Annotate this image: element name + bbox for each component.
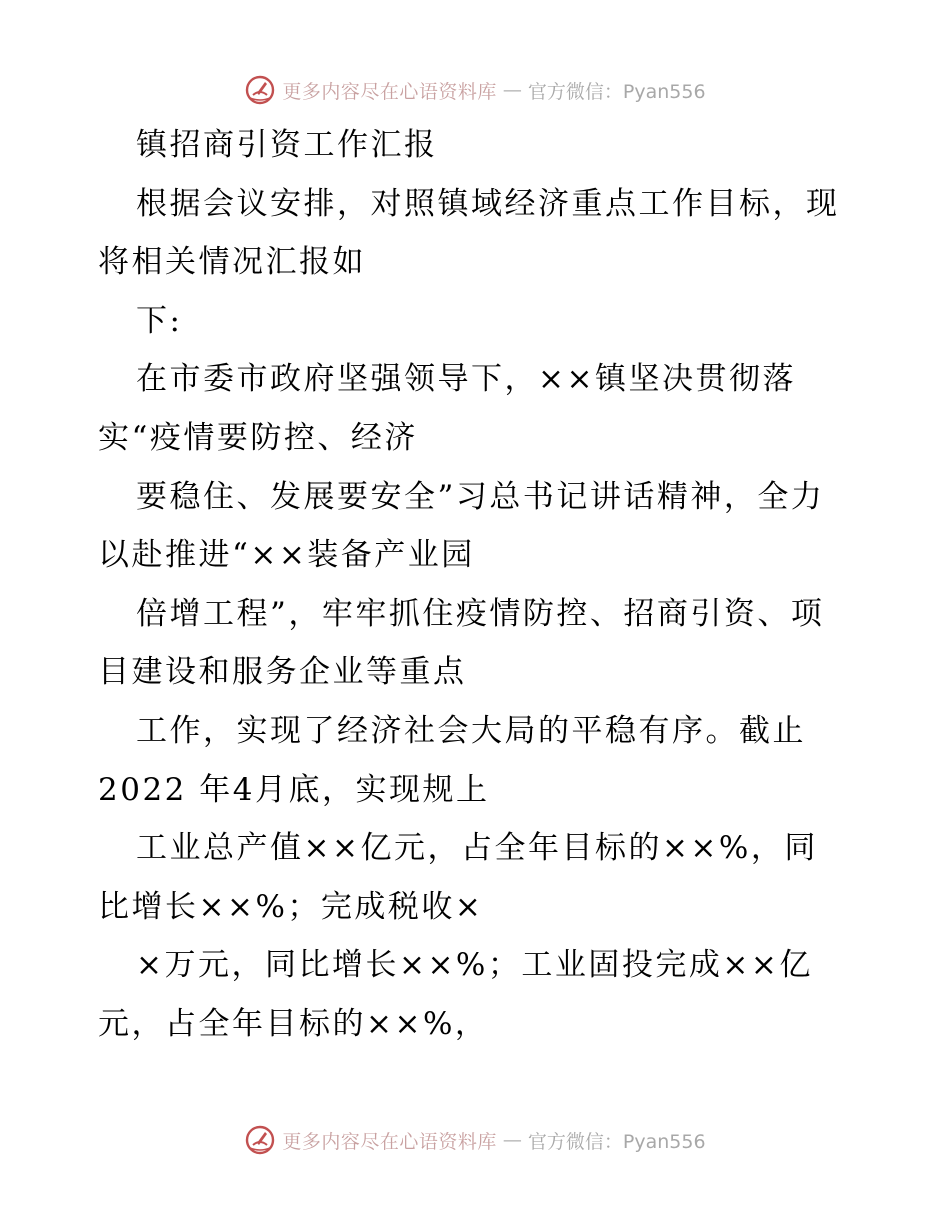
text-line: 元，占全年目标的××%， bbox=[98, 1005, 489, 1042]
text-line: 倍增工程”，牢牢抓住疫情防控、招商引资、项 bbox=[136, 595, 825, 632]
footer-watermark bbox=[0, 1120, 950, 1160]
text-line: 以赴推进“××装备产业园 bbox=[98, 537, 475, 574]
text-line: 根据会议安排，对照镇域经济重点工作目标，现 bbox=[136, 185, 840, 222]
text-line: 工业总产值××亿元，占全年目标的××%，同 bbox=[136, 830, 818, 867]
header-watermark bbox=[0, 70, 950, 110]
text-line: 在市委市政府坚强领导下，××镇坚决贯彻落 bbox=[136, 361, 796, 398]
text-line: 下: bbox=[136, 302, 183, 339]
text-line: 目建设和服务企业等重点 bbox=[98, 654, 467, 691]
watermark-brand-text: 更多内容尽在心语资料库 bbox=[282, 1130, 497, 1153]
text-line: 要稳住、发展要安全”习总书记讲话精神，全力 bbox=[136, 478, 825, 515]
text-line: 2022 年4月底，实现规上 bbox=[98, 771, 490, 808]
text-line: 工作，实现了经济社会大局的平稳有序。截止 bbox=[136, 712, 806, 749]
watermark-separator: — bbox=[502, 79, 522, 101]
watermark-wechat-text: 官方微信：Pyan556 bbox=[527, 1130, 706, 1153]
text-line: 将相关情况汇报如 bbox=[98, 244, 366, 281]
pen-book-logo-icon bbox=[244, 1124, 276, 1156]
document-body bbox=[98, 116, 858, 1054]
watermark-separator: — bbox=[502, 1129, 522, 1151]
watermark-brand-text: 更多内容尽在心语资料库 bbox=[282, 80, 497, 103]
pen-book-logo-icon bbox=[244, 74, 276, 106]
text-line: 实“疫情要防控、经济 bbox=[98, 419, 418, 456]
text-line: 比增长××%；完成税收× bbox=[98, 888, 484, 925]
text-line: ×万元，同比增长××%；工业固投完成××亿 bbox=[136, 947, 813, 984]
text-line: 镇招商引资工作汇报 bbox=[136, 127, 438, 163]
watermark-wechat-text: 官方微信：Pyan556 bbox=[527, 80, 706, 103]
